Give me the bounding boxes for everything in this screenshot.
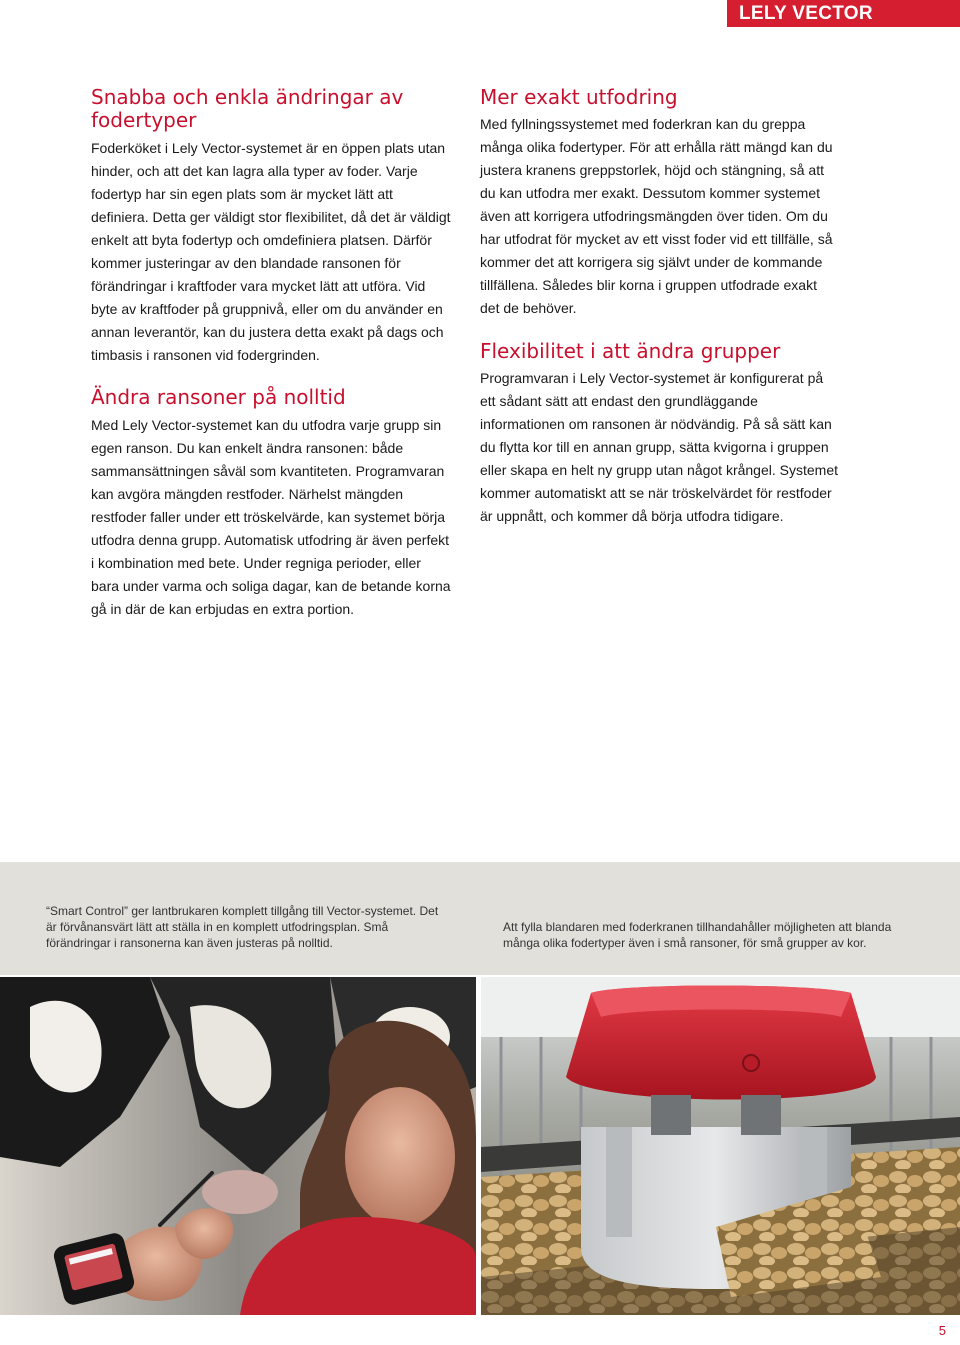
photo-farmer-with-handheld [0,977,476,1315]
brand-header: LELY VECTOR [727,0,960,27]
caption-smart-control: “Smart Control” ger lantbrukaren komplett tillgång till Vector-systemet. Det är förvånansvärt lätt att ställa in en komplett utfodringsplan. Små förändringar i ransonerna kan även justeras på nolltid. [46,904,439,950]
section-body-flexible-groups: Programvaran i Lely Vector-systemet är konfigurerat på ett sådant sätt att endast den grundläggande informationen om ransonen är nödvändig. På så sätt kan du flytta kor till en annan grupp, sätta kvigorna i gruppen eller skapa en helt ny grupp utan något krångel. Systemet kommer automatiskt att se när tröskelvärdet för restfoder är uppnått, och kommer då börja utfodra tidigare. [480,370,838,524]
section-title-change-rations: Ändra ransoner på nolltid [91,385,346,409]
section-body-precise-feeding: Med fyllningssystemet med foderkran kan du greppa många olika fodertyper. För att erhålla rätt mängd kan du justera kranens greppstorlek, höjd och stängning, så att du kan utfodra mer exakt. Dessutom kommer systemet även att korrigera utfodringsmängden över tiden. Om du har utfodrat för mycket av ett visst foder vid ett tillfälle, så kommer det att korrigera sig självt under de kommande tillfällena. Således blir korna i gruppen utfodrade exakt det de behöver. [480,116,833,316]
section-body-change-rations: Med Lely Vector-systemet kan du utfodra varje grupp sin egen ranson. Du kan enkelt ändra ransonen: både sammansättningen såväl som kvantiteten. Programvaran kan avgöra mängden restfoder. Närhelst mängden restfoder faller under ett tröskelvärde, kan systemet börja utfodra denna grupp. Automatisk utfodring är även perfekt i kombination med bete. Under regniga perioder, eller bara under varma och soliga dagar, kan de betande korna gå in där de kan erbjudas en extra portion. [91,417,451,617]
feed-crane-photo-illustration [481,977,960,1315]
section-title-quick-changes: Snabba och enkla ändringar av fodertyper [91,85,404,132]
right-column [480,86,840,528]
top-bar [0,0,960,27]
page-number: 5 [938,1323,946,1338]
caption-feed-crane: Att fylla blandaren med foderkranen tillhandahåller möjligheten att blanda många olika fodertyper även i små ransoner, för små grupper av kor. [503,920,892,950]
farmer-photo-illustration [0,977,476,1315]
section-title-flexible-groups: Flexibilitet i att ändra grupper [480,339,781,363]
section-body-quick-changes: Foderköket i Lely Vector-systemet är en öppen plats utan hinder, och att det kan lagra alla typer av foder. Varje fodertyp har sin egen plats som är mycket lätt att definiera. Detta ger väldigt stor flexibilitet, då det är väldigt enkelt att byta fodertyp och omdefiniera platsen. Därför kommer justeringar av den blandade ransonen för förändringar i kraftfoder vara mycket lätt att utföra. Vid byte av kraftfoder på gruppnivå, eller om du använder en annan leverantör, kan du justera detta exakt på dags och timbasis i ransonen vid fodergrinden. [91,140,451,363]
section-title-precise-feeding: Mer exakt utfodring [480,85,678,109]
photo-feed-crane-potatoes [481,977,960,1315]
left-column [91,86,451,621]
